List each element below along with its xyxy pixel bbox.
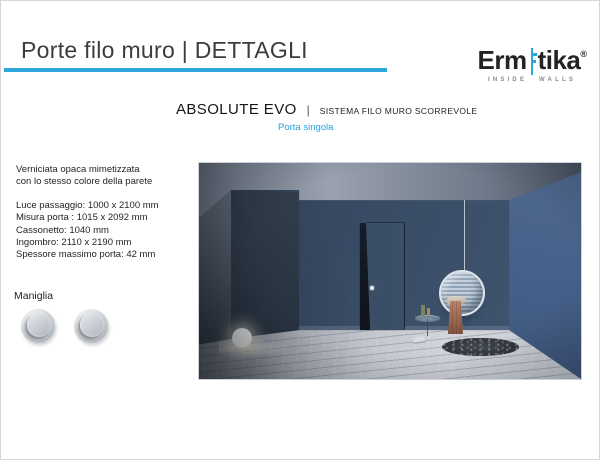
page-title: Porte filo muro | DETTAGLI xyxy=(21,37,308,63)
product-heading xyxy=(176,101,477,118)
logo-wordmark xyxy=(471,47,593,73)
handle-section-label: Maniglia xyxy=(14,290,54,302)
render-vignette xyxy=(199,163,581,379)
heading-separator: | xyxy=(306,103,310,117)
product-name: ABSOLUTE EVO xyxy=(176,101,297,118)
registered-mark: ® xyxy=(580,49,587,59)
handle-recess xyxy=(80,313,104,337)
description-line: Verniciata opaca mimetizzata xyxy=(16,164,140,175)
spec-list xyxy=(16,200,159,261)
spec-line: Ingombro: 2110 x 2190 mm xyxy=(16,236,132,248)
logo-text-start: Erm xyxy=(477,45,527,75)
ermetika-logo xyxy=(471,47,593,83)
handle-recess xyxy=(27,313,51,337)
round-flush-pull-icon xyxy=(74,309,108,343)
description-line: con lo stesso colore della parete xyxy=(16,176,153,188)
spec-line: Luce passaggio: 1000 x 2100 mm xyxy=(16,200,159,211)
logo-tagline: INSIDE WALLS xyxy=(487,77,577,83)
spec-line: Spessore massimo porta: 42 mm xyxy=(16,249,156,261)
product-variant: Porta singola xyxy=(278,122,334,133)
finish-description xyxy=(16,164,152,189)
accent-divider xyxy=(4,68,387,72)
spec-line: Cassonetto: 1040 mm xyxy=(16,224,109,236)
room-render xyxy=(198,162,582,380)
product-system: SISTEMA FILO MURO SCORREVOLE xyxy=(319,106,478,116)
spec-line: Misura porta : 1015 x 2092 mm xyxy=(16,212,148,224)
logo-text-end: tika xyxy=(537,45,581,75)
round-flush-pull-icon xyxy=(21,309,55,343)
logo-door-glyph-icon xyxy=(527,49,538,69)
